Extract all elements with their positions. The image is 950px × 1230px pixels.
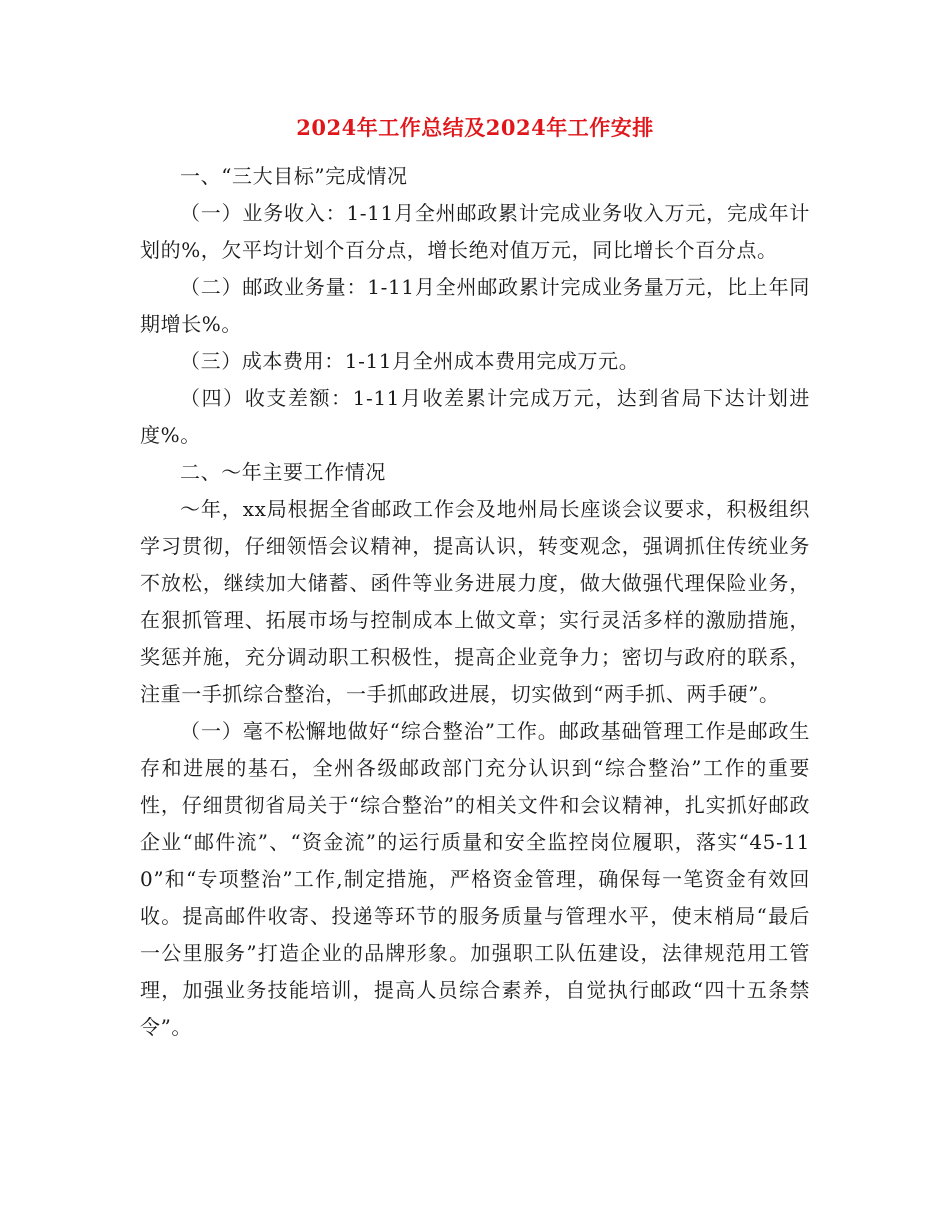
paragraph-rectification: （一）毫不松懈地做好“综合整治”工作。邮政基础管理工作是邮政生存和进展的基石，全州各级邮政部门充分认识到“综合整治”工作的重要性，仔细贯彻省局关于“综合整治”的相关文件和会议精神，扎实抓好邮政企业“邮件流”、“资金流”的运行质量和安全监控岗位履职，落实“45-110”和“专项整治”工作,制定措施，严格资金管理，确保每一笔资金有效回收。提高邮件收寄、投递等环节的服务质量与管理水平，使末梢局“最后一公里服务”打造企业的品牌形象。加强职工队伍建设，法律规范用工管理，加强业务技能培训，提高人员综合素养，自觉执行邮政“四十五条禁令”。 (140, 719, 810, 1039)
paragraph-business-income: （一）业务收入：1-11月全州邮政累计完成业务收入万元，完成年计划的%，欠平均计划个百分点，增长绝对值万元，同比增长个百分点。 (140, 201, 810, 262)
document-body (140, 112, 810, 1046)
document-title: 2024年工作总结及2024年工作安排 (296, 115, 654, 140)
paragraph-postal-volume: （二）邮政业务量：1-11月全州邮政累计完成业务量万元，比上年同期增长%。 (140, 275, 810, 336)
section-heading-1: 一、“三大目标”完成情况 (180, 164, 408, 188)
section-heading-2: 二、～年主要工作情况 (180, 460, 386, 484)
paragraph-balance: （四）收支差额：1-11月收差累计完成万元，达到省局下达计划进度%。 (140, 386, 810, 447)
paragraph-cost: （三）成本费用：1-11月全州成本费用完成万元。 (180, 349, 640, 373)
paragraph-overview: ～年，xx局根据全省邮政工作会及地州局长座谈会议要求，积极组织学习贯彻，仔细领悟会议精神，提高认识，转变观念，强调抓住传统业务不放松，继续加大储蓄、函件等业务进展力度，做大做强代理保险业务，在狠抓管理、拓展市场与控制成本上做文章；实行灵活多样的激励措施，奖惩并施，充分调动职工积极性，提高企业竞争力；密切与政府的联系，注重一手抓综合整治，一手抓邮政进展，切实做到“两手抓、两手硬”。 (140, 497, 810, 706)
